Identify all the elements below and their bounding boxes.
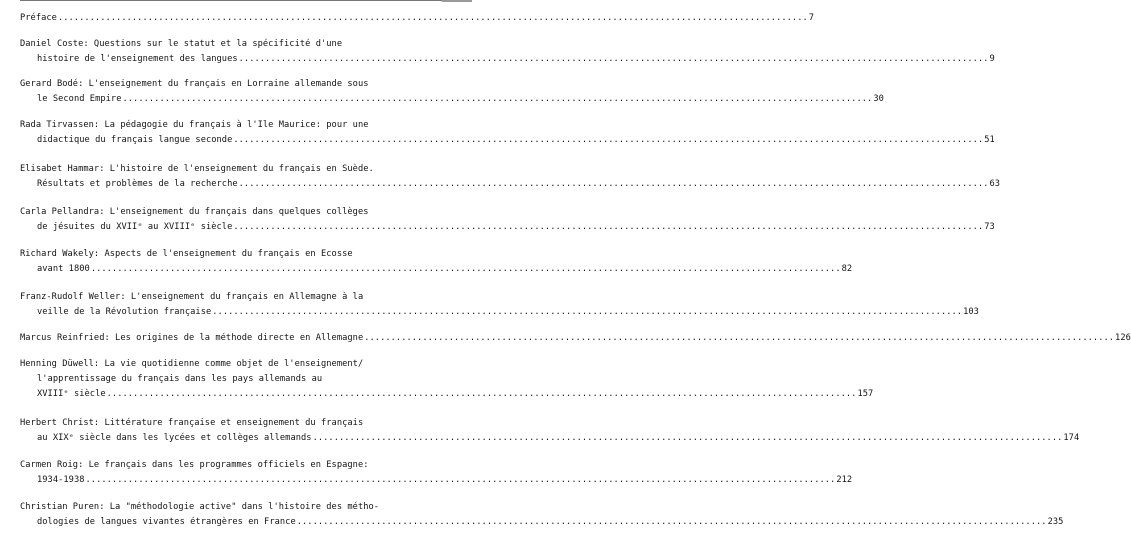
leader-dots [297, 515, 1047, 530]
page-number: 30 [873, 94, 884, 104]
entry-title-cont: XVIIIᵉ siècle [37, 389, 106, 399]
top-rule [20, 0, 472, 1]
entry-title: Marcus Reinfried: Les origines de la méthode directe en Allemagne [20, 333, 364, 343]
page-number: 126 [1115, 333, 1131, 343]
leader-dots [123, 92, 873, 107]
entry-title-cont: dologies de langues vivantes étrangères en France [37, 517, 296, 527]
page-number: 9 [989, 54, 995, 64]
leader-dots [107, 387, 857, 402]
page-number: 157 [857, 389, 874, 399]
leader-dots [233, 220, 983, 235]
entry-title-cont: l'apprentissage du français dans les pays allemands au [37, 374, 323, 384]
entry-title: Gerard Bodé: L'enseignement du français en Lorraine allemande sous [20, 79, 369, 89]
entry-title-cont: Résultats et problèmes de la recherche [37, 179, 238, 189]
leader-dots [239, 177, 989, 192]
toc-entry [20, 331, 1131, 346]
entry-title-cont: veille de la Révolution française [37, 307, 212, 317]
entry-title-cont: 1934-1938 [37, 475, 85, 485]
toc-entry [20, 416, 1080, 446]
entry-title: Elisabet Hammar: L'histoire de l'enseignement du français en Suède. [20, 164, 374, 174]
entry-title: Richard Wakely: Aspects de l'enseignement du français en Ecosse [20, 249, 353, 259]
page-number: 73 [984, 222, 995, 232]
page-number: 174 [1063, 433, 1080, 443]
toc-entry [20, 37, 995, 67]
entry-title: Préface [20, 13, 57, 23]
entry-title-cont: didactique du français langue seconde [37, 135, 233, 145]
entry-title: Herbert Christ: Littérature française et enseignement du français [20, 418, 364, 428]
top-rule-mark [442, 0, 472, 2]
toc-entry [20, 290, 979, 320]
page-number: 103 [963, 307, 979, 317]
page-number: 51 [984, 135, 995, 145]
leader-dots [313, 431, 1063, 446]
toc-entry [20, 118, 995, 148]
toc-entry [20, 77, 884, 107]
entry-title: Carla Pellandra: L'enseignement du français dans quelques collèges [20, 207, 369, 217]
entry-title: Franz-Rudolf Weller: L'enseignement du français en Allemagne à la [20, 292, 364, 302]
page-number: 7 [808, 13, 815, 23]
toc-entry-preface [20, 11, 815, 26]
leader-dots [86, 473, 836, 488]
leader-dots [364, 331, 1114, 346]
page-number: 82 [841, 264, 853, 274]
toc-entry [20, 357, 874, 402]
toc-entry [20, 500, 1064, 530]
entry-title-cont: le Second Empire [37, 94, 122, 104]
toc-entry [20, 162, 1001, 192]
leader-dots [58, 11, 808, 26]
entry-title: Henning Düwell: La vie quotidienne comme objet de l'enseignement/ [20, 359, 364, 369]
leader-dots [239, 52, 989, 67]
entry-title: Christian Puren: La "méthodologie active" dans l'histoire des métho- [20, 502, 380, 512]
entry-title-cont: au XIXᵉ siècle dans les lycées et collèges allemands [37, 433, 312, 443]
page-number: 63 [989, 179, 1001, 189]
toc-entry [20, 205, 995, 235]
leader-dots [91, 262, 841, 277]
toc-entry [20, 458, 853, 488]
entry-title-cont: avant 1800 [37, 264, 90, 274]
toc-entry [20, 247, 853, 277]
leader-dots [212, 305, 962, 320]
entry-title: Carmen Roig: Le français dans les programmes officiels en Espagne: [20, 460, 369, 470]
entry-title: Rada Tirvassen: La pédagogie du français à l'Ile Maurice: pour une [20, 120, 369, 130]
page-number: 212 [836, 475, 853, 485]
leader-dots [233, 133, 983, 148]
page-number: 235 [1047, 517, 1064, 527]
entry-title-cont: de jésuites du XVIIᵉ au XVIIIᵉ siècle [37, 222, 233, 232]
entry-title-cont: histoire de l'enseignement des langues [37, 54, 238, 64]
entry-title: Daniel Coste: Questions sur le statut et la spécificité d'une [20, 39, 343, 49]
